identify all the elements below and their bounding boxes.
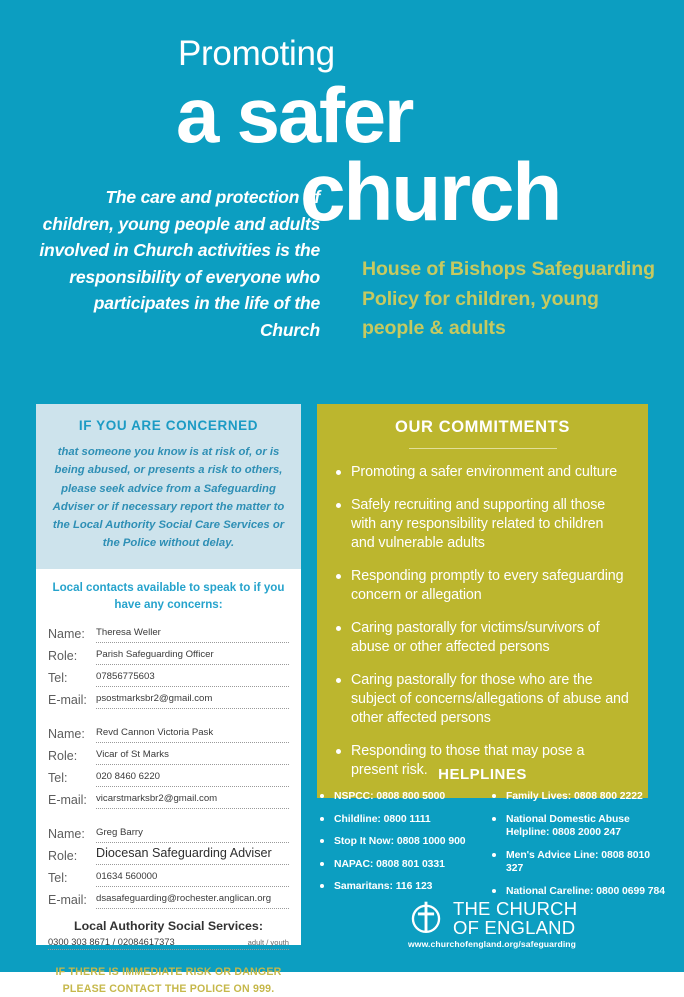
contact-email-value: dsasafeguarding@rochester.anglican.org	[96, 893, 272, 905]
contact-tel-value: 07856775603	[96, 671, 155, 683]
contact-role-field[interactable]	[48, 743, 289, 765]
helplines-list-right	[489, 790, 665, 898]
contact-email-field[interactable]	[48, 787, 289, 809]
contact-role-field[interactable]	[48, 843, 289, 865]
contact-entry-1	[36, 621, 301, 709]
left-contact-card	[36, 404, 301, 995]
contact-tel-label: Tel:	[48, 670, 68, 685]
contact-email-field[interactable]	[48, 687, 289, 709]
logo-wordmark	[453, 899, 577, 937]
contact-email-value: vicarstmarksbr2@gmail.com	[96, 793, 218, 805]
contact-name-value: Greg Barry	[96, 827, 143, 839]
emergency-warning-line2: PLEASE CONTACT THE POLICE ON 999.	[62, 982, 275, 995]
contact-tel-field[interactable]	[48, 765, 289, 787]
church-cross-circle-icon	[408, 899, 444, 935]
contact-role-value: Parish Safeguarding Officer	[96, 649, 214, 661]
helplines-list-left	[317, 790, 489, 894]
contact-role-label: Role:	[48, 848, 78, 863]
contact-name-field[interactable]	[48, 721, 289, 743]
list-item: Caring pastorally for victims/survivors of abuse or other affected persons	[327, 619, 630, 657]
contact-tel-field[interactable]	[48, 665, 289, 687]
list-item: Caring pastorally for those who are the subject of concerns/allegations of abuse and other affected persons	[327, 671, 630, 728]
header-kicker: Promoting	[178, 34, 335, 73]
list-item: Responding promptly to every safeguarding concern or allegation	[327, 567, 630, 605]
list-item: Samaritans: 116 123	[317, 880, 489, 894]
list-item: NSPCC: 0808 800 5000	[317, 790, 489, 804]
church-of-england-logo	[408, 899, 577, 937]
contact-name-label: Name:	[48, 626, 85, 641]
contact-email-label: E-mail:	[48, 692, 87, 707]
list-item: National Careline: 0800 0699 784	[489, 885, 665, 899]
social-services-title: Local Authority Social Services:	[74, 919, 263, 934]
if-you-are-concerned-box	[36, 404, 301, 569]
contact-name-value: Revd Cannon Victoria Pask	[96, 727, 214, 739]
social-services-numbers: 0300 303 8671 / 02084617373	[48, 937, 175, 948]
helplines-column-left	[317, 790, 489, 907]
list-item: Men's Advice Line: 0808 8010 327	[489, 849, 665, 876]
list-item: Family Lives: 0808 800 2222	[489, 790, 665, 804]
contact-name-label: Name:	[48, 826, 85, 841]
contact-email-label: E-mail:	[48, 892, 87, 907]
logo-url: www.churchofengland.org/safeguarding	[408, 939, 577, 949]
concerned-title: IF YOU ARE CONCERNED	[78, 418, 259, 433]
header-title-line1: a safer	[176, 71, 413, 159]
contact-name-field[interactable]	[48, 621, 289, 643]
commitments-title: OUR COMMITMENTS	[395, 418, 570, 436]
contact-tel-value: 01634 560000	[96, 871, 158, 883]
emergency-warning	[36, 950, 301, 997]
contact-entry-2	[36, 721, 301, 809]
contact-group-spacer	[36, 809, 301, 821]
list-item: Childline: 0800 1111	[317, 813, 489, 827]
helplines-title: HELPLINES	[438, 766, 527, 783]
poster-header	[0, 0, 684, 398]
social-services-row[interactable]	[48, 937, 289, 950]
list-item: NAPAC: 0808 801 0331	[317, 858, 489, 872]
contact-tel-value: 020 8460 6220	[96, 771, 161, 783]
header-intro-paragraph: The care and protection of children, young people and adults involved in Church activities is the responsibility of everyone who participates in the life of the Church	[39, 187, 320, 340]
contact-role-value: Vicar of St Marks	[96, 749, 169, 761]
contact-role-label: Role:	[48, 748, 78, 763]
contact-name-label: Name:	[48, 726, 85, 741]
concerned-body: that someone you know is at risk of, or is being abused, or presents a risk to others, please seek advice from a Safeguarding Adviser or if necessary report the matter to the Local Authority Social Care Services or the Police without delay.	[52, 446, 285, 550]
contact-tel-label: Tel:	[48, 770, 68, 785]
commitments-list	[317, 463, 648, 780]
contact-email-value: psostmarksbr2@gmail.com	[96, 693, 213, 705]
contact-name-value: Theresa Weller	[96, 627, 161, 639]
commitments-divider	[409, 448, 557, 449]
list-item: Stop It Now: 0808 1000 900	[317, 835, 489, 849]
contact-email-field[interactable]	[48, 887, 289, 909]
header-subtitle: House of Bishops Safeguarding Policy for children, young people & adults	[362, 258, 655, 340]
contact-email-label: E-mail:	[48, 792, 87, 807]
list-item: National Domestic Abuse Helpline: 0808 2000 247	[489, 813, 665, 840]
contact-group-spacer	[36, 709, 301, 721]
logo-line1: THE CHURCH	[453, 898, 578, 919]
contact-tel-label: Tel:	[48, 870, 68, 885]
contact-tel-field[interactable]	[48, 865, 289, 887]
helplines-column-right	[489, 790, 665, 907]
logo-line2: OF ENGLAND	[453, 917, 576, 939]
list-item: Safely recruiting and supporting all those with any responsibility related to children and vulnerable adults	[327, 496, 630, 553]
header-title-line2: church	[300, 147, 561, 238]
our-commitments-box	[317, 404, 648, 798]
contact-role-label: Role:	[48, 648, 78, 663]
contact-name-field[interactable]	[48, 821, 289, 843]
local-contacts-heading: Local contacts available to speak to if you have any concerns:	[52, 580, 285, 611]
contact-role-value: Diocesan Safeguarding Adviser	[96, 846, 272, 861]
emergency-warning-line1: IF THERE IS IMMEDIATE RISK OR DANGER	[55, 966, 282, 979]
contact-role-field[interactable]	[48, 643, 289, 665]
helplines-section	[317, 790, 665, 907]
list-item: Responding to those that may pose a present risk.	[327, 742, 630, 780]
social-services-tag: adult / youth	[247, 938, 289, 948]
list-item: Promoting a safer environment and culture	[327, 463, 630, 482]
contact-entry-3	[36, 821, 301, 909]
